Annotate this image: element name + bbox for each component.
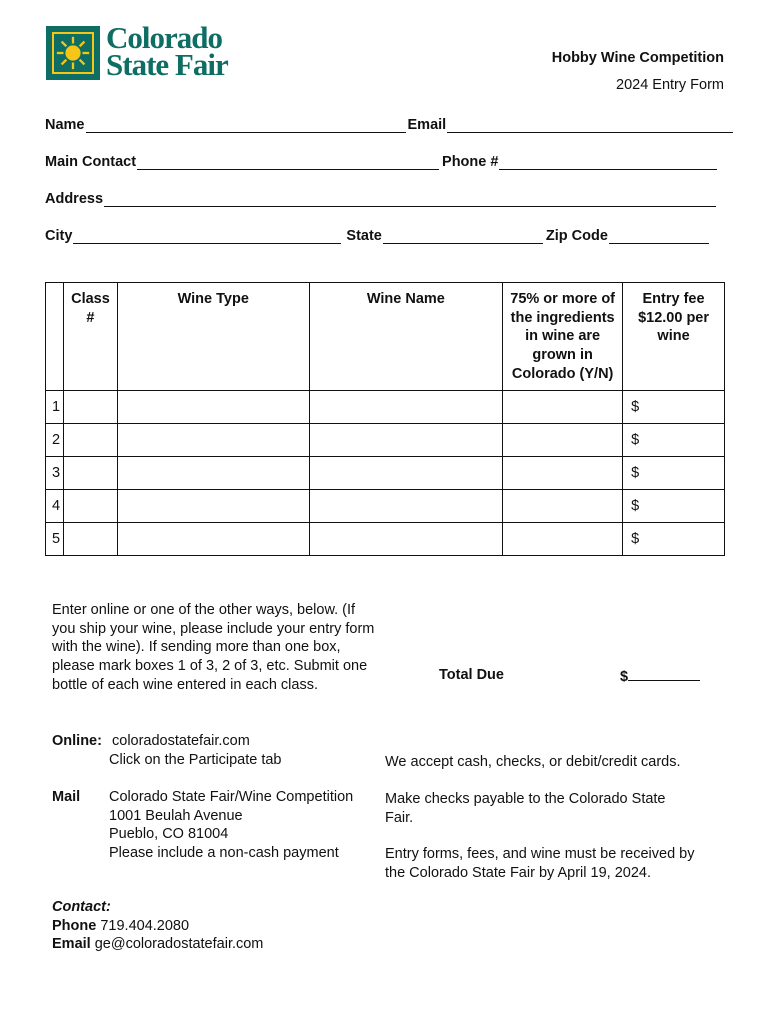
state-field[interactable] [383, 229, 543, 244]
header-wine-name: Wine Name [309, 283, 503, 391]
entry-fee-cell[interactable]: $ [623, 456, 725, 489]
city-label: City [45, 228, 73, 244]
wine-type-cell[interactable] [117, 390, 309, 423]
wine-name-cell[interactable] [309, 489, 503, 522]
entry-fee-cell[interactable]: $ [623, 489, 725, 522]
online-note: Click on the Participate tab [109, 751, 282, 768]
colorado-grown-cell[interactable] [503, 423, 623, 456]
contact-phone-line [52, 917, 352, 936]
row-number: 2 [46, 423, 64, 456]
wine-type-cell[interactable] [117, 456, 309, 489]
table-row [46, 456, 725, 489]
logo-wordmark: Colorado State Fair [106, 20, 228, 82]
mail-address-line3: Pueblo, CO 81004 [109, 826, 229, 843]
email-field[interactable] [447, 118, 733, 133]
wine-entries-table [45, 282, 725, 556]
mail-address-line1: Colorado State Fair/Wine Competition [109, 789, 354, 805]
row-number: 1 [46, 390, 64, 423]
colorado-state-fair-logo [46, 20, 228, 82]
contact-heading: Contact: [52, 899, 111, 915]
contact-phone: 719.404.2080 [100, 917, 190, 934]
city-field[interactable] [73, 229, 341, 244]
online-site-link[interactable]: coloradostatefair.com [112, 733, 250, 749]
total-due-field[interactable]: $ [620, 667, 700, 685]
contact-email-label: Email [52, 936, 91, 953]
checks-payable-note: Make checks payable to the Colorado State Fair. [385, 791, 666, 826]
deadline-note: Entry forms, fees, and wine must be received by the Colorado State Fair by April 19, 2024. [385, 846, 695, 881]
main-contact-field[interactable] [137, 155, 439, 170]
mail-address-line2: 1001 Beulah Avenue [109, 807, 243, 824]
state-label: State [346, 228, 382, 244]
entry-fee-cell[interactable]: $ [623, 522, 725, 555]
email-label: Email [407, 117, 447, 133]
table-row [46, 489, 725, 522]
contact-section [52, 898, 352, 954]
header-row-number [46, 283, 64, 391]
contact-phone-row [45, 154, 717, 170]
table-row [46, 423, 725, 456]
address-field[interactable] [104, 192, 716, 207]
wine-type-cell[interactable] [117, 489, 309, 522]
wine-type-cell[interactable] [117, 522, 309, 555]
class-number-cell[interactable] [63, 489, 117, 522]
city-state-zip-row [45, 228, 709, 244]
header-wine-type: Wine Type [117, 283, 309, 391]
online-label: Online: [52, 733, 102, 749]
row-number: 4 [46, 489, 64, 522]
class-number-cell[interactable] [63, 456, 117, 489]
zip-field[interactable] [609, 229, 709, 244]
mail-payment-note: Please include a non-cash payment [109, 845, 339, 862]
table-row [46, 522, 725, 555]
name-field[interactable] [86, 118, 406, 133]
wine-type-cell[interactable] [117, 423, 309, 456]
colorado-grown-cell[interactable] [503, 489, 623, 522]
phone-label: Phone # [442, 154, 499, 170]
contact-email-link[interactable]: ge@coloradostatefair.com [94, 936, 264, 953]
address-row [45, 191, 716, 207]
colorado-grown-cell[interactable] [503, 522, 623, 555]
total-due-label: Total Due [439, 667, 504, 683]
entry-fee-cell[interactable]: $ [623, 423, 725, 456]
contact-email-line [52, 935, 352, 954]
header-class-number: Class # [63, 283, 117, 391]
contact-phone-label: Phone [52, 917, 97, 934]
table-row [46, 390, 725, 423]
colorado-grown-cell[interactable] [503, 390, 623, 423]
table-header-row [46, 283, 725, 391]
row-number: 5 [46, 522, 64, 555]
main-contact-label: Main Contact [45, 154, 137, 170]
wine-name-cell[interactable] [309, 522, 503, 555]
row-number: 3 [46, 456, 64, 489]
mail-label: Mail [52, 789, 81, 805]
wine-name-cell[interactable] [309, 456, 503, 489]
entry-fee-cell[interactable]: $ [623, 390, 725, 423]
zip-label: Zip Code [545, 228, 608, 244]
header-entry-fee: Entry fee $12.00 per wine [623, 283, 725, 391]
class-number-cell[interactable] [63, 522, 117, 555]
class-number-cell[interactable] [63, 423, 117, 456]
mail-section [52, 788, 377, 868]
form-subtitle: 2024 Entry Form [616, 77, 724, 93]
form-title: Hobby Wine Competition [551, 50, 724, 66]
phone-field[interactable] [499, 155, 717, 170]
header-colorado-grown: 75% or more of the ingredients in wine are grown in Colorado (Y/N) [503, 283, 623, 391]
wine-name-cell[interactable] [309, 423, 503, 456]
sun-icon [54, 34, 92, 72]
name-label: Name [45, 117, 85, 133]
address-label: Address [45, 191, 104, 207]
class-number-cell[interactable] [63, 390, 117, 423]
name-email-row [45, 117, 733, 133]
wine-name-cell[interactable] [309, 390, 503, 423]
colorado-grown-cell[interactable] [503, 456, 623, 489]
sun-emblem [46, 26, 100, 80]
payment-accepted-note: We accept cash, checks, or debit/credit cards. [385, 754, 681, 770]
online-section [52, 732, 372, 772]
entry-instructions: Enter online or one of the other ways, below. (If you ship your wine, please include your entry form with the wine). If sending more than one box, please mark boxes 1 of 3, 2 of 3, etc. Submit one bottle of each wine entered in each class. [52, 602, 375, 693]
